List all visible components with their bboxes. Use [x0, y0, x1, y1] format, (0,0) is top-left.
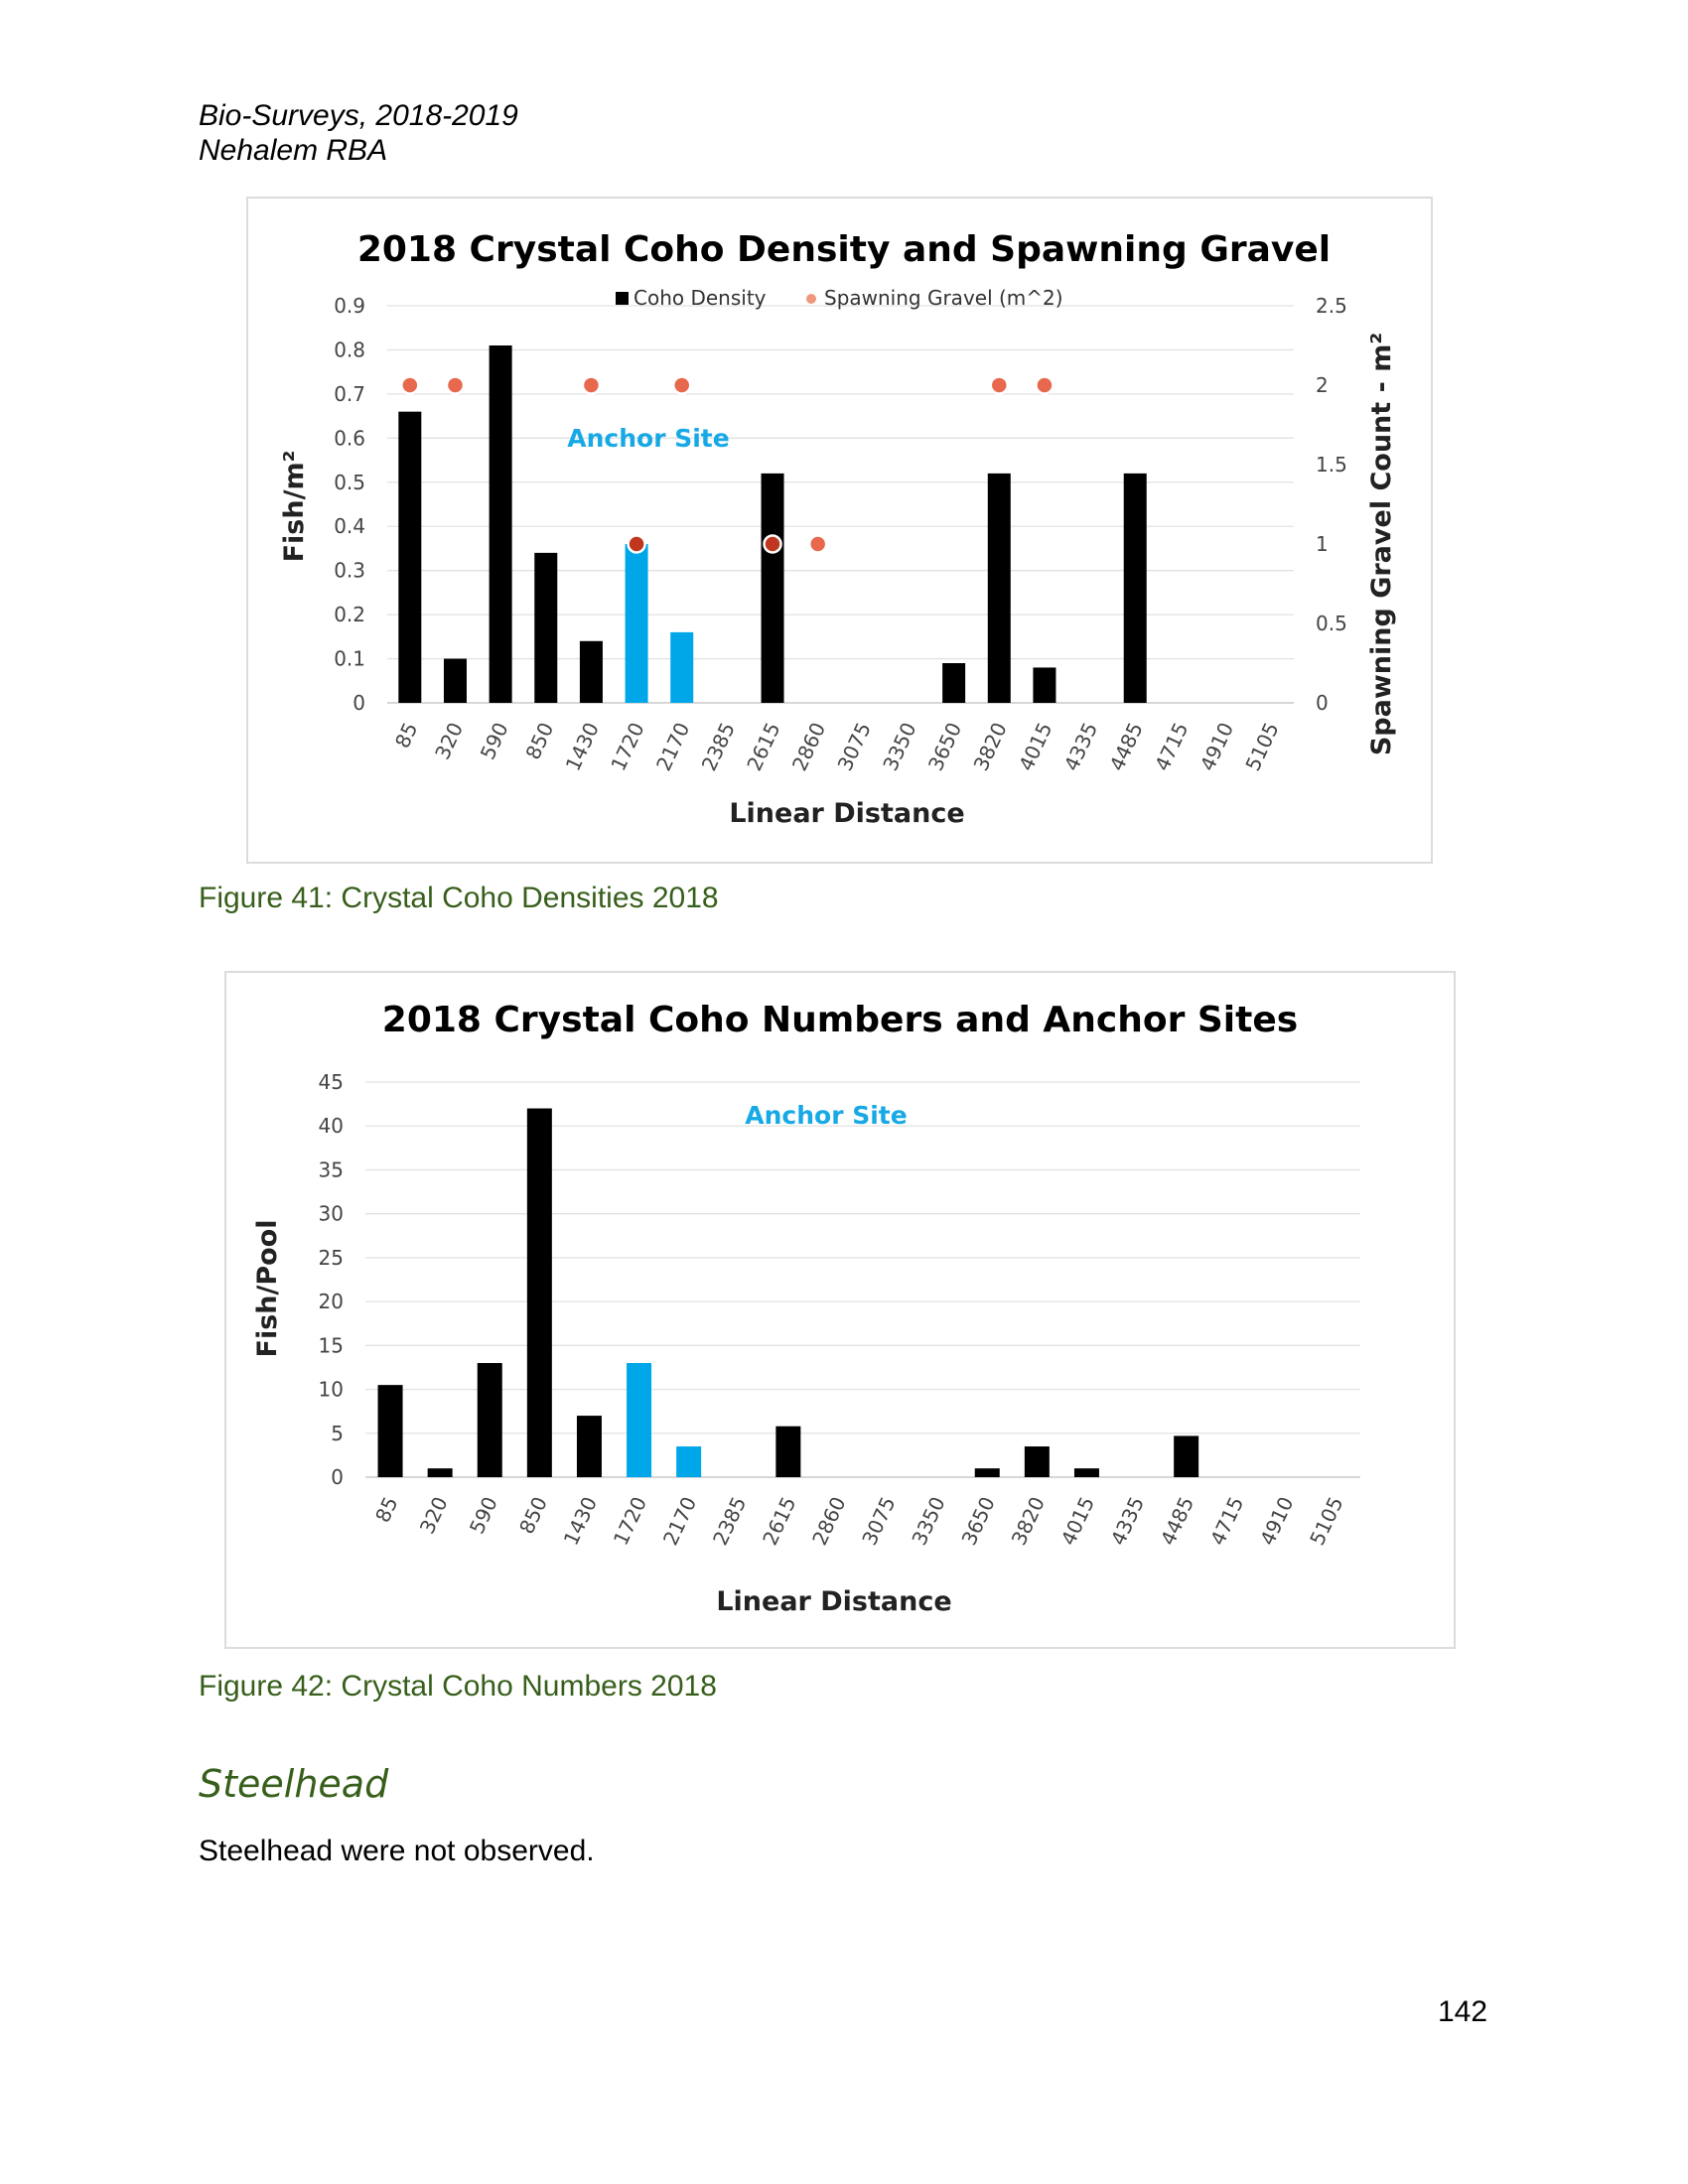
y-tick-label: 35	[318, 1158, 344, 1182]
figure-42-caption: Figure 42: Crystal Coho Numbers 2018	[199, 1670, 717, 1703]
bar-1430	[580, 641, 603, 703]
x-tick-label: 1720	[606, 718, 649, 775]
chart-title: 2018 Crystal Coho Density and Spawning Gravel	[356, 229, 1332, 270]
y2-tick-label: 2.5	[1316, 294, 1347, 318]
bar-4015	[1033, 667, 1055, 703]
legend-label-spawning-gravel: Spawning Gravel (m^2)	[824, 286, 1063, 310]
y-tick-label: 30	[318, 1201, 344, 1226]
y-tick-label: 0.7	[334, 381, 365, 406]
x-tick-label: 2170	[657, 1492, 702, 1550]
y-tick-label: 0.8	[334, 338, 365, 362]
x-tick-label: 2860	[807, 1492, 851, 1550]
gravel-point-320	[447, 377, 464, 394]
y-tick-label: 0.3	[334, 558, 365, 583]
y-tick-label: 0.5	[334, 470, 365, 494]
x-tick-label: 5105	[1240, 718, 1284, 775]
x-tick-label: 5105	[1305, 1492, 1348, 1550]
gravel-point-1720	[629, 536, 645, 553]
x-tick-label: 4910	[1255, 1492, 1299, 1550]
bar-850	[527, 1109, 552, 1477]
chart-title: 2018 Crystal Coho Numbers and Anchor Sites	[381, 1000, 1299, 1040]
x-tick-label: 85	[370, 1492, 403, 1527]
bar-850	[534, 553, 557, 703]
x-tick-label: 2385	[696, 718, 740, 775]
x-axis-title: Linear Distance	[716, 1586, 952, 1617]
y-tick-label: 20	[318, 1290, 344, 1314]
legend-marker-spawning-gravel	[806, 294, 816, 304]
x-tick-label: 4015	[1014, 718, 1057, 775]
bar-4485	[1174, 1435, 1198, 1477]
y-axis-title: Fish/m²	[279, 450, 310, 563]
y-tick-label: 0.1	[334, 646, 365, 671]
running-header-line-2: Nehalem RBA	[199, 134, 388, 167]
x-tick-label: 320	[430, 718, 469, 763]
gravel-point-85	[401, 377, 418, 394]
x-tick-label: 850	[513, 1492, 552, 1538]
x-tick-label: 4485	[1155, 1492, 1199, 1550]
x-tick-label: 2615	[742, 718, 785, 775]
running-header-line-1: Bio-Surveys, 2018-2019	[199, 99, 518, 132]
y-tick-label: 0.9	[334, 294, 365, 318]
x-tick-label: 4715	[1150, 718, 1194, 775]
y-axis-title: Fish/Pool	[252, 1219, 283, 1358]
bar-4015	[1074, 1468, 1099, 1477]
gravel-point-2615	[765, 536, 781, 553]
y-tick-label: 5	[331, 1421, 344, 1445]
y2-tick-label: 0.5	[1316, 612, 1347, 635]
bar-2170	[670, 632, 693, 703]
chart-legend	[616, 286, 1063, 310]
gravel-point-4015	[1036, 377, 1053, 394]
y-tick-label: 0.4	[334, 514, 365, 539]
y-tick-label: 0.6	[334, 426, 365, 451]
y-tick-label: 25	[318, 1245, 344, 1270]
bar-2615	[762, 474, 784, 703]
x-tick-label: 3075	[857, 1492, 901, 1550]
anchor-site-label: Anchor Site	[745, 1101, 908, 1130]
x-tick-label: 4335	[1105, 1492, 1150, 1550]
x-tick-label: 590	[475, 718, 513, 763]
bar-4485	[1124, 474, 1147, 703]
legend-label-coho-density: Coho Density	[633, 286, 767, 310]
x-tick-label: 2615	[758, 1492, 801, 1550]
x-tick-label: 3650	[922, 718, 967, 775]
bar-3820	[1025, 1446, 1050, 1477]
numbers-chart	[226, 973, 1454, 1647]
y-tick-label: 0.2	[334, 603, 365, 627]
x-tick-label: 2385	[708, 1492, 752, 1550]
y-tick-label: 40	[318, 1114, 344, 1139]
x-tick-label: 1430	[560, 718, 604, 775]
gravel-point-1430	[583, 377, 600, 394]
x-tick-label: 3820	[968, 718, 1012, 775]
bar-1430	[577, 1416, 602, 1477]
bar-3650	[942, 663, 965, 703]
x-tick-label: 320	[414, 1492, 453, 1538]
legend-swatch-coho-density	[616, 292, 629, 305]
y2-tick-label: 0	[1316, 691, 1329, 715]
bar-3650	[975, 1468, 1000, 1477]
x-tick-label: 4335	[1058, 718, 1103, 775]
x-tick-label: 4910	[1195, 718, 1239, 775]
y2-tick-label: 1.5	[1316, 453, 1347, 477]
y2-axis-title: Spawning Gravel Count - m²	[1366, 332, 1397, 756]
x-tick-label: 3820	[1006, 1492, 1050, 1550]
x-tick-label: 3350	[878, 718, 921, 775]
x-tick-label: 3350	[907, 1492, 950, 1550]
x-tick-label: 85	[389, 718, 423, 752]
bar-2615	[775, 1427, 800, 1477]
x-tick-label: 850	[520, 718, 559, 763]
gravel-point-2860	[809, 536, 826, 553]
bar-85	[398, 412, 421, 703]
x-tick-label: 3075	[832, 718, 876, 775]
bar-590	[490, 345, 512, 703]
steelhead-paragraph: Steelhead were not observed.	[199, 1835, 595, 1867]
chart-frame-numbers	[224, 971, 1456, 1649]
x-tick-label: 1720	[608, 1492, 652, 1550]
bar-1720	[626, 544, 648, 703]
gravel-point-2170	[673, 377, 690, 394]
x-tick-label: 2170	[650, 718, 695, 775]
y-tick-label: 0	[331, 1465, 344, 1489]
bar-320	[444, 659, 467, 703]
x-tick-label: 2860	[786, 718, 831, 775]
y2-tick-label: 2	[1316, 373, 1329, 397]
x-tick-label: 1430	[558, 1492, 602, 1550]
bar-590	[478, 1363, 502, 1477]
chart-frame-density	[246, 197, 1433, 864]
y-tick-label: 0	[352, 691, 365, 715]
bar-3820	[988, 474, 1011, 703]
density-chart	[248, 199, 1431, 862]
y-tick-label: 45	[318, 1070, 344, 1094]
figure-41-caption: Figure 41: Crystal Coho Densities 2018	[199, 882, 719, 914]
x-tick-label: 4715	[1205, 1492, 1249, 1550]
bar-1720	[627, 1363, 651, 1477]
bar-2170	[676, 1446, 701, 1477]
page-number: 142	[1438, 1995, 1488, 2028]
x-tick-label: 4015	[1055, 1492, 1099, 1550]
section-heading-steelhead: Steelhead	[199, 1762, 389, 1806]
bar-320	[428, 1468, 453, 1477]
x-tick-label: 4485	[1104, 718, 1148, 775]
bar-85	[378, 1385, 403, 1477]
y-tick-label: 15	[318, 1333, 344, 1358]
y-tick-label: 10	[318, 1377, 344, 1402]
gravel-point-3820	[991, 377, 1008, 394]
anchor-site-label: Anchor Site	[567, 424, 730, 453]
y2-tick-label: 1	[1316, 532, 1329, 556]
x-tick-label: 590	[464, 1492, 502, 1538]
x-tick-label: 3650	[956, 1492, 1000, 1550]
x-axis-title: Linear Distance	[729, 798, 965, 829]
